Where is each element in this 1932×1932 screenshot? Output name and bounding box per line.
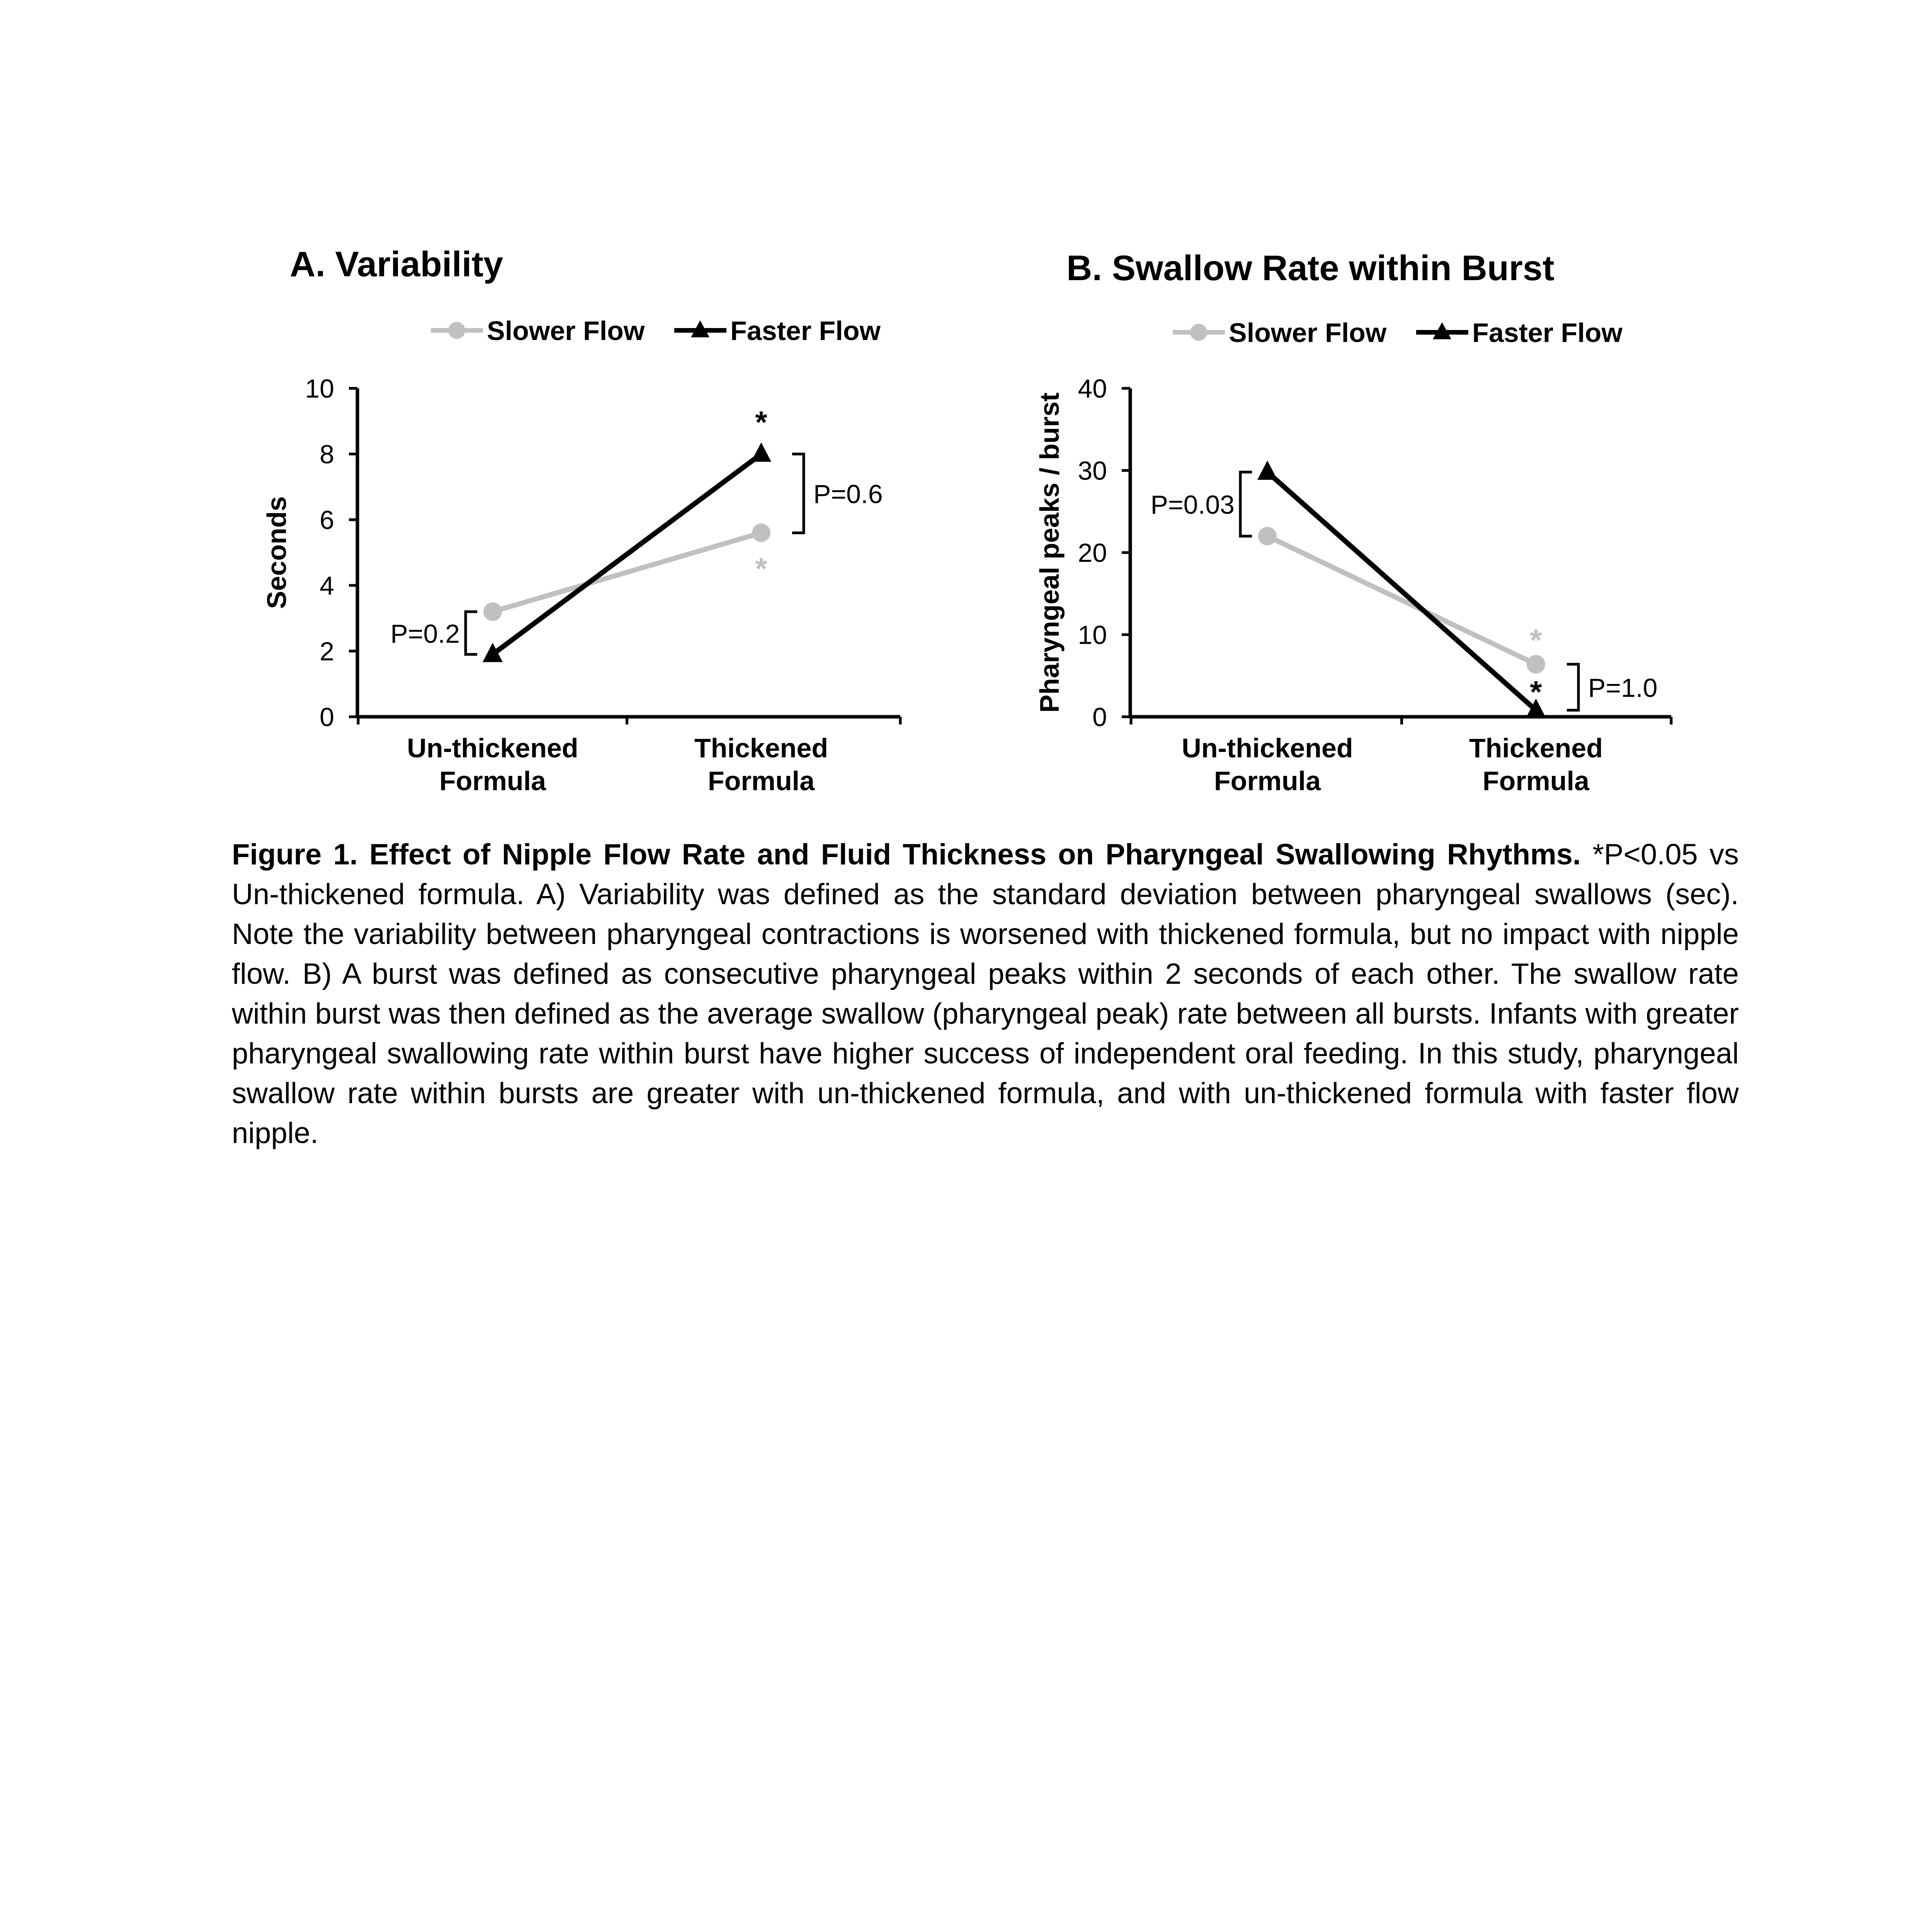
y-tick-label: 20 xyxy=(1078,538,1107,568)
legend-entry xyxy=(1416,318,1623,348)
significance-mark: * xyxy=(1530,623,1542,657)
data-point xyxy=(483,602,502,621)
bracket xyxy=(1240,472,1252,536)
legend-entry xyxy=(1173,318,1387,348)
y-tick-label: 8 xyxy=(320,440,334,469)
y-tick-label: 40 xyxy=(1078,374,1107,403)
y-tick-label: 4 xyxy=(320,571,334,600)
significance-mark: * xyxy=(755,551,767,586)
x-tick-label: Un-thickened xyxy=(407,733,578,763)
data-point xyxy=(1257,461,1277,480)
data-point xyxy=(483,643,503,662)
chart-panel-1 xyxy=(262,245,900,796)
data-point xyxy=(751,442,771,462)
figure-charts xyxy=(0,0,1932,831)
p-value-label: P=1.0 xyxy=(1588,673,1658,703)
legend-label: Slower Flow xyxy=(1229,318,1387,348)
legend-marker-circle xyxy=(448,322,465,339)
significance-mark: * xyxy=(1530,675,1542,709)
legend-label: Faster Flow xyxy=(1472,318,1622,348)
chart-panel-2 xyxy=(1034,248,1671,796)
caption-body: *P<0.05 vs Un-thickened formula. A) Variability was defined as the standard deviation between pharyngeal swallows (sec). Note the variability between pharyngeal contractions is worsened with thickened formula, but no impact with nipple flow. B) A burst was defined as consecutive pharyngeal peaks within 2 seconds of each other. The swallow rate within burst was then defined as the average swallow (pharyngeal peak) rate between all bursts. Infants with greater pharyngeal swallowing rate within burst have higher success of independent oral feeding. In this study, pharyngeal swallow rate within bursts are greater with un-thickened formula, and with un-thickened formula with faster flow nipple. xyxy=(232,838,1739,1150)
series-line-2 xyxy=(493,454,761,655)
bracket xyxy=(1567,664,1578,710)
y-axis-label: Seconds xyxy=(262,496,292,609)
y-tick-label: 30 xyxy=(1078,456,1107,486)
legend-entry xyxy=(431,316,645,346)
y-tick-label: 10 xyxy=(1078,620,1107,650)
x-tick-label: Formula xyxy=(1482,766,1590,796)
significance-mark: * xyxy=(755,405,767,439)
series-line-1 xyxy=(1267,536,1536,665)
x-tick-label: Thickened xyxy=(694,733,828,763)
data-point xyxy=(1527,655,1545,673)
series-line-2 xyxy=(1267,472,1536,710)
x-tick-label: Formula xyxy=(707,766,815,796)
x-tick-label: Thickened xyxy=(1469,733,1603,763)
data-point xyxy=(1258,527,1277,546)
bracket xyxy=(466,612,477,655)
chart-title: B. Swallow Rate within Burst xyxy=(1066,248,1554,288)
chart-title: A. Variability xyxy=(290,245,503,284)
y-axis-label: Pharyngeal peaks / burst xyxy=(1034,392,1065,713)
y-tick-label: 10 xyxy=(305,374,334,403)
figure-caption xyxy=(232,835,1739,1153)
y-tick-label: 0 xyxy=(1092,702,1107,732)
y-tick-label: 2 xyxy=(320,637,334,666)
legend-marker-circle xyxy=(1190,324,1207,341)
caption-title: Figure 1. Effect of Nipple Flow Rate and Fluid Thickness on Pharyngeal Swallowing Rhythms. xyxy=(232,838,1581,871)
p-value-label: P=0.2 xyxy=(390,619,460,649)
p-value-label: P=0.03 xyxy=(1150,490,1235,520)
legend-label: Slower Flow xyxy=(487,316,645,346)
y-tick-label: 6 xyxy=(320,505,334,535)
legend-label: Faster Flow xyxy=(730,316,881,346)
data-point xyxy=(752,524,770,542)
y-tick-label: 0 xyxy=(320,702,334,732)
bracket xyxy=(792,454,804,533)
legend-entry xyxy=(674,316,881,346)
x-tick-label: Formula xyxy=(1214,766,1321,796)
series-line-1 xyxy=(493,533,761,612)
p-value-label: P=0.6 xyxy=(813,480,883,509)
x-tick-label: Un-thickened xyxy=(1182,733,1353,763)
x-tick-label: Formula xyxy=(439,766,546,796)
